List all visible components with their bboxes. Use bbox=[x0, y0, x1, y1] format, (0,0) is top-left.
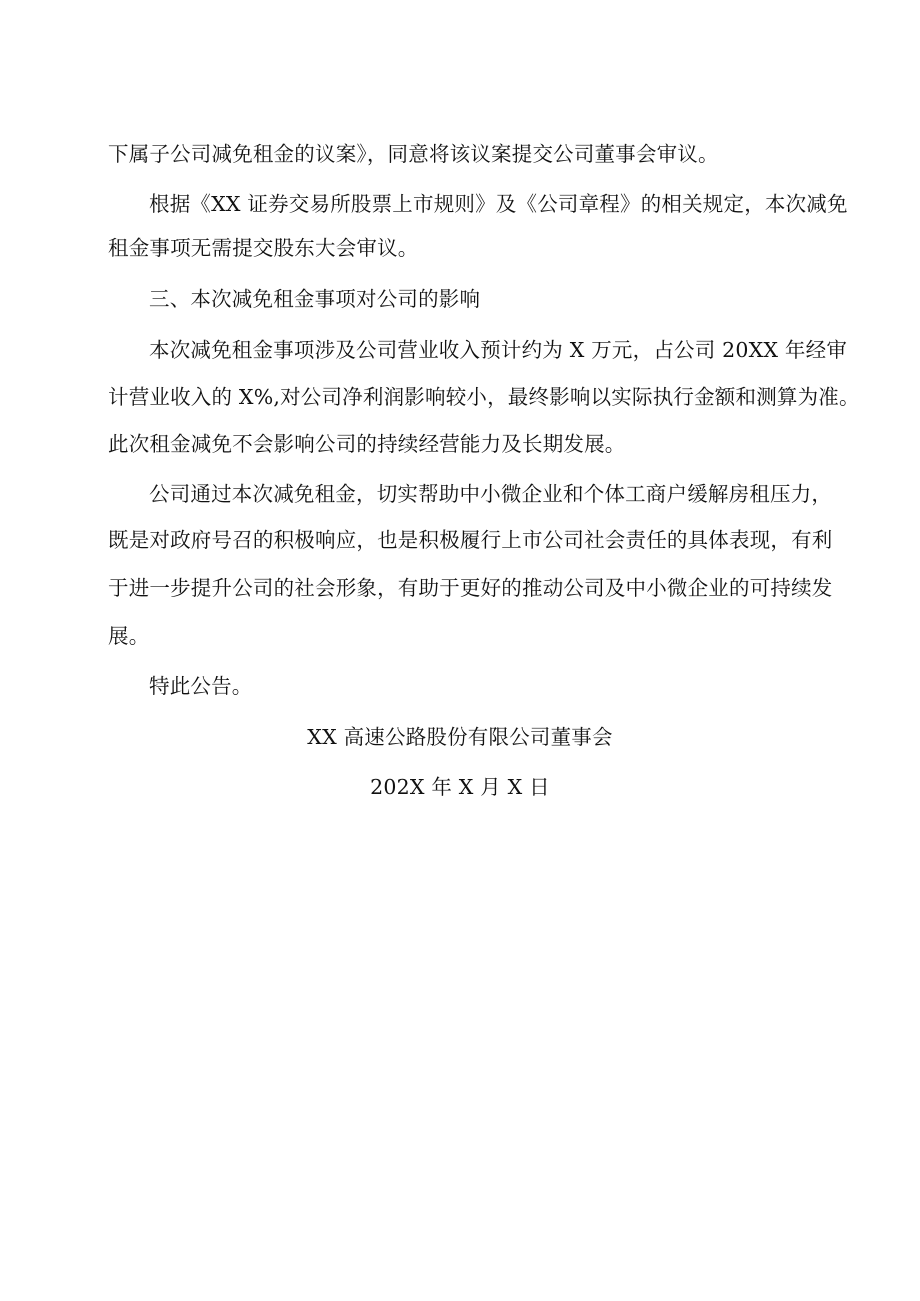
paragraph-line: 公司通过本次减免租金，切实帮助中小微企业和个体工商户缓解房租压力， bbox=[149, 482, 833, 506]
paragraph-line: 租金事项无需提交股东大会审议。 bbox=[108, 236, 419, 260]
paragraph-line: 此次租金减免不会影响公司的持续经营能力及长期发展。 bbox=[108, 432, 626, 456]
signature-date: 202X 年 X 月 X 日 bbox=[370, 775, 550, 799]
closing-statement: 特此公告。 bbox=[149, 674, 253, 698]
paragraph-line: 计营业收入的 X%,对公司净利润影响较小，最终影响以实际执行金额和测算为准。 bbox=[108, 385, 860, 409]
paragraph-line: 根据《XX 证券交易所股票上市规则》及《公司章程》的相关规定，本次减免 bbox=[149, 192, 848, 216]
section-heading: 三、本次减免租金事项对公司的影响 bbox=[149, 287, 481, 311]
paragraph-line: 既是对政府号召的积极响应，也是积极履行上市公司社会责任的具体表现，有利 bbox=[108, 528, 833, 552]
issuer-signature: XX 高速公路股份有限公司董事会 bbox=[307, 725, 613, 749]
paragraph-line: 于进一步提升公司的社会形象，有助于更好的推动公司及中小微企业的可持续发 bbox=[108, 576, 833, 600]
paragraph-line: 下属子公司减免租金的议案》，同意将该议案提交公司董事会审议。 bbox=[108, 142, 719, 166]
paragraph-line: 本次减免租金事项涉及公司营业收入预计约为 X 万元，占公司 20XX 年经审 bbox=[149, 338, 848, 362]
paragraph-line: 展。 bbox=[108, 624, 150, 648]
